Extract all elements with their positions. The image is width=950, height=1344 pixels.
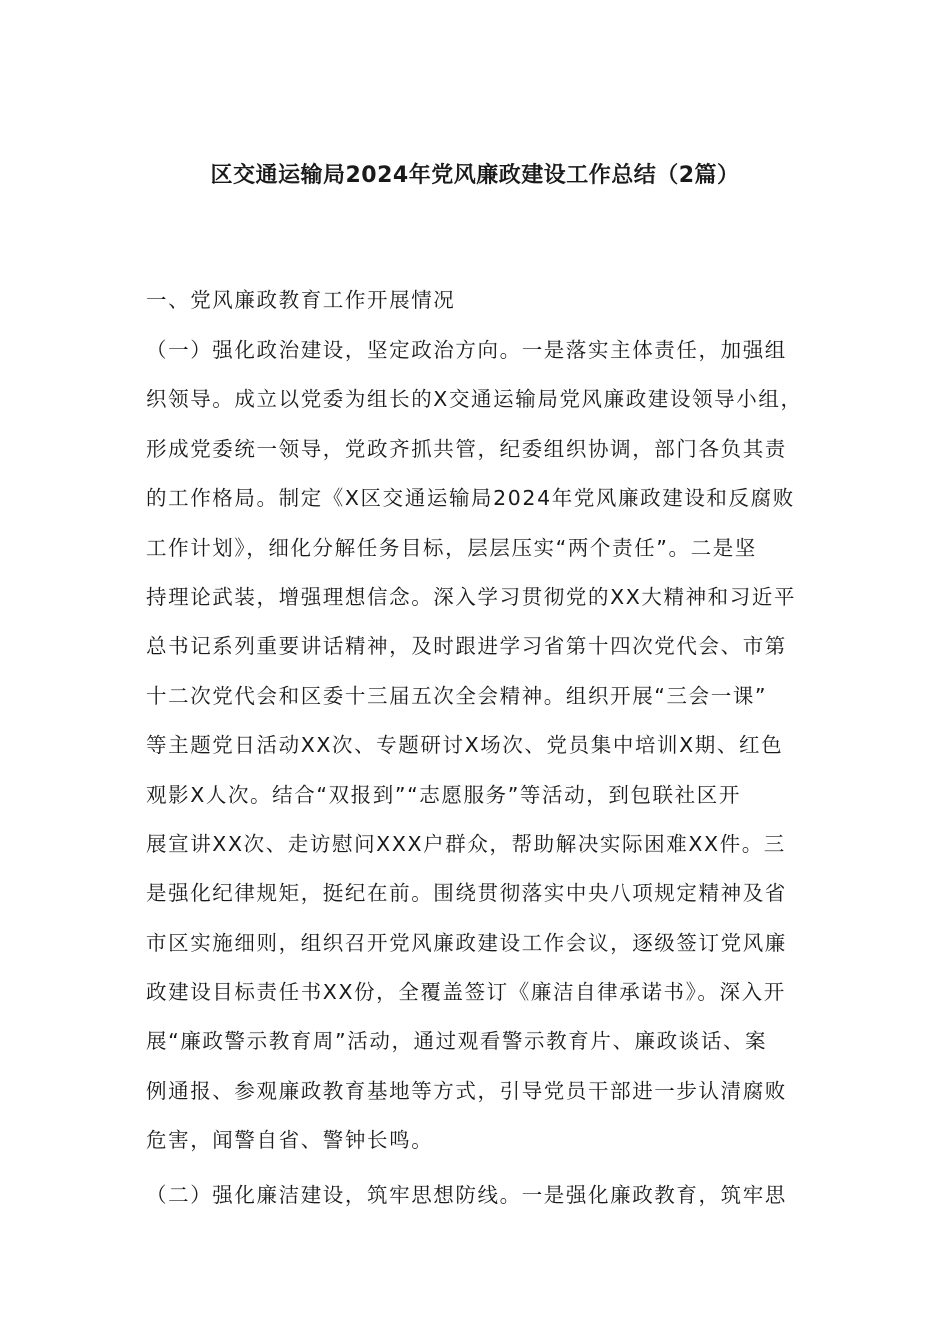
section-heading: 一、党风廉政教育工作开展情况 [146,288,456,312]
paragraph-line: 市区实施细则，组织召开党风廉政建设工作会议，逐级签订党风廉 [146,930,787,955]
paragraph-line: 展宣讲XX次、走访慰问XXX户群众，帮助解决实际困难XX件。三 [146,831,786,856]
paragraph-line: 持理论武装，增强理想信念。深入学习贯彻党的XX大精神和习近平 [146,584,797,609]
paragraph-line: 政建设目标责任书XX份，全覆盖签订《廉洁自律承诺书》。深入开 [146,980,786,1005]
paragraph-line: 十二次党代会和区委十三届五次全会精神。组织开展“三会一课” [146,683,768,708]
paragraph-line: 例通报、参观廉政教育基地等方式，引导党员干部进一步认清腐败 [146,1078,787,1103]
paragraph-1 [146,326,816,1166]
paragraph-2 [146,1171,816,1220]
paragraph-line: （二）强化廉洁建设，筑牢思想防线。一是强化廉政教育，筑牢思 [146,1183,787,1207]
paragraph-line: 总书记系列重要讲话精神，及时跟进学习省第十四次党代会、市第 [146,634,787,659]
paragraph-line: 展“廉政警示教育周”活动，通过观看警示教育片、廉政谈话、案 [146,1029,768,1054]
paragraph-line: 的工作格局。制定《X区交通运输局2024年党风廉政建设和反腐败 [146,486,795,511]
document-title: 区交通运输局2024年党风廉政建设工作总结（2篇） [210,163,740,188]
paragraph-line: 织领导。成立以党委为组长的X交通运输局党风廉政建设领导小组， [146,387,803,412]
paragraph-line: 是强化纪律规矩，挺纪在前。围绕贯彻落实中央八项规定精神及省 [146,881,787,906]
paragraph-line: 观影X人次。结合“双报到”“志愿服务”等活动，到包联社区开 [146,782,741,807]
paragraph-line: 工作计划》，细化分解任务目标，层层压实“两个责任”。二是坚 [146,535,757,560]
paragraph-line: 危害，闻警自省、警钟长鸣。 [146,1128,434,1153]
paragraph-line: 形成党委统一领导，党政齐抓共管，纪委组织协调，部门各负其责 [146,436,787,461]
paragraph-line: 等主题党日活动XX次、专题研讨X场次、党员集中培训X期、红色 [146,733,784,758]
paragraph-line: （一）强化政治建设，坚定政治方向。一是落实主体责任，加强组 [146,338,787,362]
